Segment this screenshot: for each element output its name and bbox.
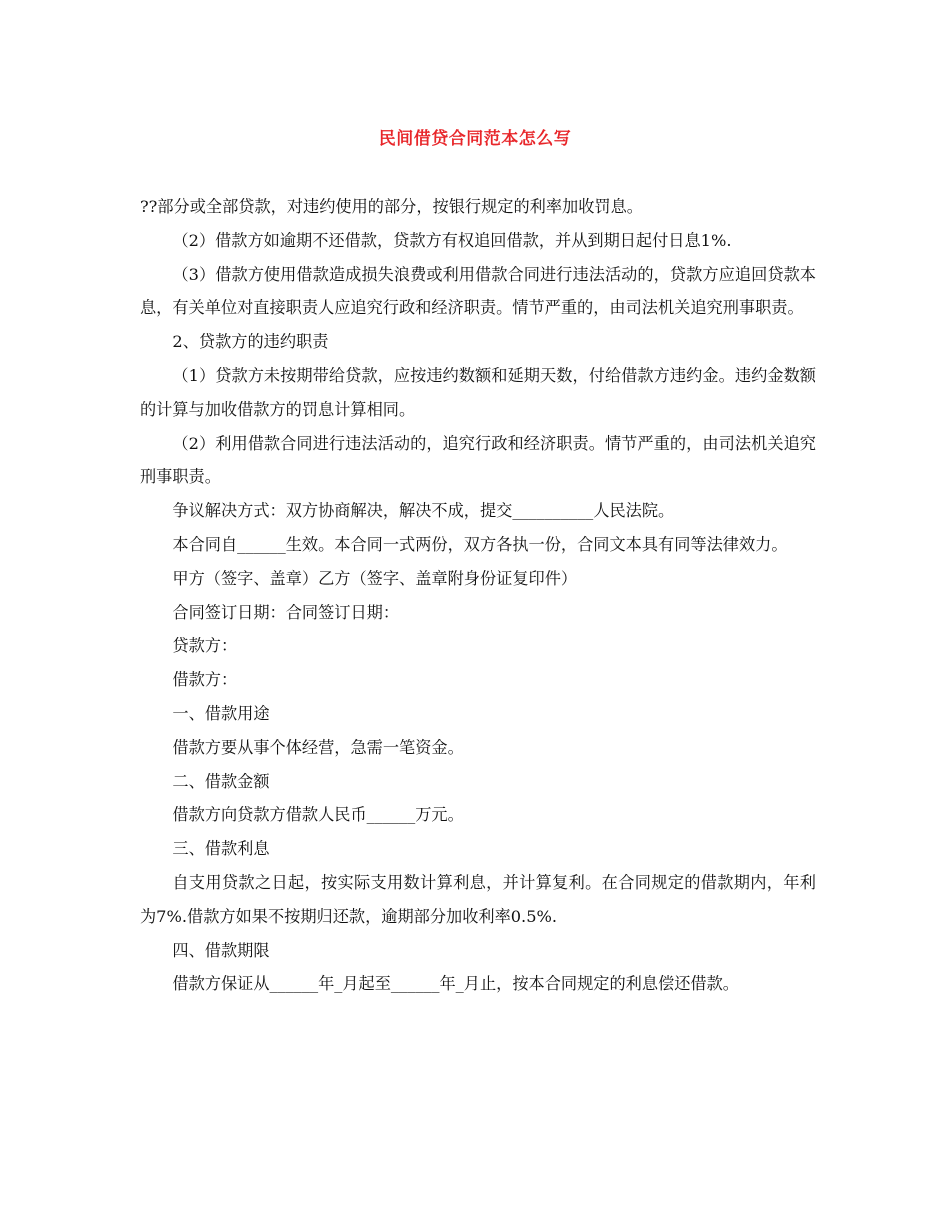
paragraph: 贷款方：: [172, 636, 238, 656]
paragraph: 二、借款金额: [172, 771, 270, 791]
paragraph: （2）借款方如逾期不还借款，贷款方有权追回借款，并从到期日起付日息1%.: [172, 230, 732, 250]
paragraph: （3）借款方使用借款造成损失浪费或利用借款合同进行违法活动的，贷款方应追回贷款本息，有关单位对直接职责人应追究行政和经济职责。情节严重的，由司法机关追究刑事职责。: [140, 264, 816, 318]
document-body: [140, 190, 816, 1001]
paragraph: 一、借款用途: [172, 703, 270, 723]
paragraph: 三、借款利息: [172, 839, 270, 859]
paragraph: 借款方：: [172, 670, 238, 690]
paragraph: 本合同自______生效。本合同一式两份，双方各执一份，合同文本具有同等法律效力。: [172, 534, 788, 554]
paragraph: 借款方向贷款方借款人民币______万元。: [172, 805, 464, 825]
paragraph: 合同签订日期：合同签订日期：: [172, 602, 400, 622]
paragraph: （1）贷款方未按期带给贷款，应按违约数额和延期天数，付给借款方违约金。违约金数额的计算与加收借款方的罚息计算相同。: [140, 365, 816, 419]
document-title: 民间借贷合同范本怎么写: [378, 129, 572, 149]
paragraph: 借款方要从事个体经营，急需一笔资金。: [172, 737, 464, 757]
paragraph: 四、借款期限: [172, 940, 270, 960]
paragraph: 自支用贷款之日起，按实际支用数计算利息，并计算复利。在合同规定的借款期内，年利为7%.借款方如果不按期归还款，逾期部分加收利率0.5%.: [140, 872, 816, 926]
paragraph: ??部分或全部贷款，对违约使用的部分，按银行规定的利率加收罚息。: [140, 197, 643, 216]
paragraph: 甲方（签字、盖章）乙方（签字、盖章附身份证复印件）: [172, 568, 578, 588]
paragraph: （2）利用借款合同进行违法活动的，追究行政和经济职责。情节严重的，由司法机关追究刑事职责。: [140, 433, 816, 487]
paragraph: 借款方保证从______年_月起至______年_月止，按本合同规定的利息偿还借款。: [172, 974, 739, 994]
paragraph: 争议解决方式：双方协商解决，解决不成，提交__________人民法院。: [172, 501, 675, 521]
paragraph: 2、贷款方的违约职责: [172, 332, 329, 352]
